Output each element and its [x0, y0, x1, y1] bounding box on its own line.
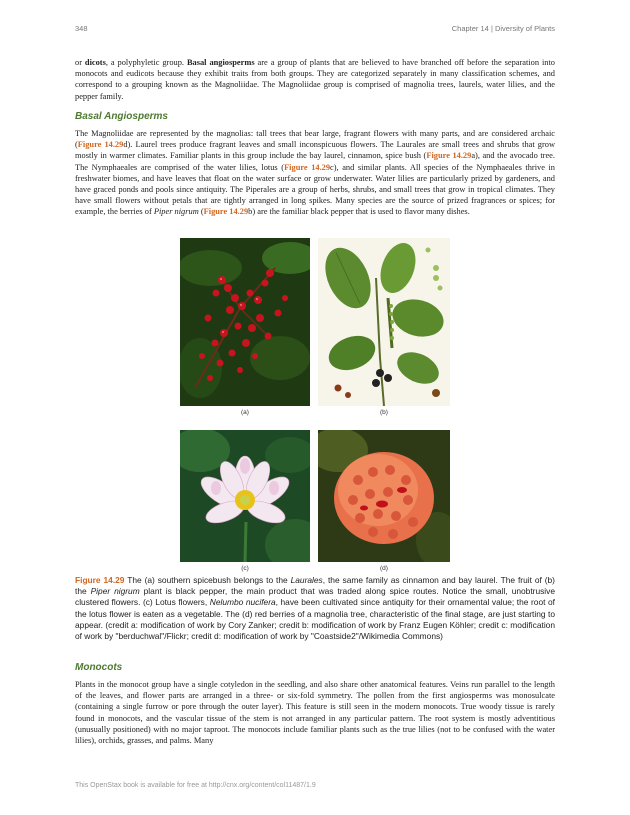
- term-dicots: dicots: [84, 58, 106, 67]
- intro-paragraph: or dicots, a polyphyletic group. Basal angiosperms are a group of plants that are believed to have branched off before the separation into monocots and eudicots because they exhibit traits from both groups. They are categorized separately in many classification schemes, and correspond to a grouping known as the Magnoliidae. The Magnoliidae group is comprised of magnolia trees, laurels, water lilies, and the pepper family.: [75, 58, 555, 101]
- page-footer: This OpenStax book is available for free at http://cnx.org/content/col11487/1.9: [75, 782, 316, 789]
- figure-label-d: (d): [380, 565, 388, 572]
- figure-caption: Figure 14.29 The (a) southern spicebush belongs to the Laurales, the same family as cinnamon and bay laurel. The fruit of (b) the Piper nigrum plant is black pepper, the main product that was traded along spice routes. Notice the small, unobtrusive clustered flowers. (c) Lotus flowers, Nelumbo nucifera, have been cultivated since antiquity for their ornamental value; the root of the lotus flower is eaten as a vegetable. The (d) red berries of a magnolia tree, characteristic of the final stage, are just starting to appear. (credit a: modification of work by Cory Zanker; credit b: modification of work by Franz Eugen Köhler; credit c: modification of work by "berduchwal"/Flickr; credit d: modification of work by "Coastside2"/Wikimedia Commons): [75, 575, 555, 642]
- page-header: [75, 24, 555, 36]
- species-name: Piper nigrum: [153, 207, 199, 217]
- figure-caption-label: Figure 14.29: [75, 575, 125, 585]
- piper-nigrum-illustration: [318, 238, 450, 406]
- lotus-flower-photo: [180, 430, 310, 562]
- figure-link[interactable]: Figure 14.29: [203, 207, 249, 217]
- figure-link[interactable]: Figure 14.29: [426, 151, 472, 161]
- figure-label-c: (c): [241, 565, 249, 572]
- magnolia-fruit-photo: [318, 430, 450, 562]
- section-heading-basal-angiosperms: Basal Angiosperms: [75, 111, 168, 122]
- section-heading-monocots: Monocots: [75, 662, 123, 673]
- page-number: 348: [75, 24, 88, 33]
- monocots-paragraph: Plants in the monocot group have a single cotyledon in the seedling, and also share other anatomical features. Veins run parallel to the length of the leaves, and flower parts are arranged in a three- or six-fold symmetry. The pollen from the first angiosperms was monosulcate (containing a single furrow or pore through the outer layer). This feature is still seen in the modern monocots. True woody tissue is rarely found in monocots, and the vascular tissue of the stem is not arranged in any particular pattern. The root system is mostly adventitious (unusually positioned) with no major taproot. The monocots include familiar plants such as the true lilies (not to be confused with the water lilies), orchids, grasses, and palms. Many: [75, 680, 555, 746]
- figure-link[interactable]: Figure 14.29: [77, 140, 124, 150]
- spicebush-photo: [180, 238, 310, 406]
- figure-link[interactable]: Figure 14.29: [284, 162, 331, 172]
- figure-label-b: (b): [380, 409, 388, 416]
- basal-angiosperms-paragraph: The Magnoliidae are represented by the magnolias: tall trees that bear large, fragrant flowers with many parts, and are considered archaic (Figure 14.29d). Laurel trees produce fragrant leaves and small inconspicuous flowers. The Laurales are small trees and shrubs that grow mostly in warmer climates. Familiar plants in this group include the bay laurel, cinnamon, spice bush (Figure 14.29a), and the avocado tree. The Nymphaeales are comprised of the water lilies, lotus (Figure 14.29c), and similar plants. All species of the Nymphaeales thrive in freshwater biomes, and have leaves that float on the water surface or grow underwater. Water lilies are particularly prized by gardeners, and have graced ponds and pools since antiquity. The Piperales are a group of herbs, shrubs, and small trees that grow in tropical climates. They have small flowers without petals that are tightly arranged in long spikes. Many species are the source of prized fragrances or spices; for example, the berries of Piper nigrum (Figure 14.29b) are the familiar black pepper that is used to flavor many dishes.: [75, 129, 555, 217]
- chapter-title: Chapter 14 | Diversity of Plants: [451, 24, 555, 33]
- term-basal-angiosperms: Basal angiosperms: [186, 58, 255, 67]
- figure-label-a: (a): [241, 409, 249, 416]
